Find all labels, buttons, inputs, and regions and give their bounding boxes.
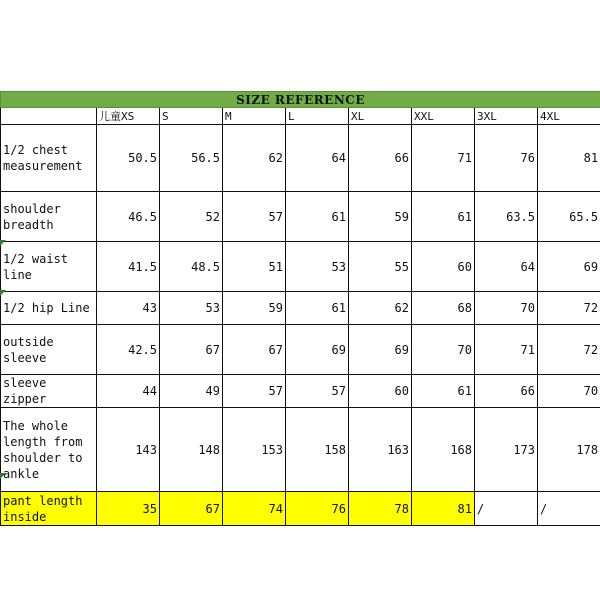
title-row [1,92,600,108]
table-cell: 66 [349,125,412,192]
table-cell: 41.5 [97,242,160,292]
table-cell: 67 [160,325,223,375]
table-cell: 65.5 [538,192,600,242]
row-label: shoulder breadth [1,192,97,242]
table-row [1,192,600,242]
table-cell: 43 [97,292,160,325]
table-cell: 60 [349,375,412,408]
table-row [1,125,600,192]
table-row [1,292,600,325]
header-cell: L [286,108,349,125]
header-cell: 3XL [475,108,538,125]
table-cell: 57 [223,375,286,408]
header-cell: 儿童XS [97,108,160,125]
table-cell: 57 [286,375,349,408]
table-row [1,375,600,408]
table-cell: 53 [160,292,223,325]
size-reference-sheet [0,91,600,526]
row-label: The whole length from shoulder to ankle [1,408,97,492]
row-label: outside sleeve [1,325,97,375]
table-cell: 76 [475,125,538,192]
table-cell: 64 [286,125,349,192]
table-cell: 76 [286,492,349,526]
table-cell: 178 [538,408,600,492]
table-cell: 81 [538,125,600,192]
table-cell: 56.5 [160,125,223,192]
table-row [1,325,600,375]
table-cell: 61 [412,375,475,408]
table-cell: 173 [475,408,538,492]
table-cell: 51 [223,242,286,292]
table-cell: 49 [160,375,223,408]
table-row [1,408,600,492]
table-cell: 55 [349,242,412,292]
header-cell: XXL [412,108,475,125]
header-cell [1,108,97,125]
comment-marker-icon [0,240,6,246]
table-cell: 50.5 [97,125,160,192]
table-title: SIZE REFERENCE [1,92,600,108]
table-cell: 67 [223,325,286,375]
table-cell: 70 [538,375,600,408]
table-cell: 81 [412,492,475,526]
table-cell: / [538,492,600,526]
header-cell: XL [349,108,412,125]
table-cell: 35 [97,492,160,526]
table-cell: 68 [412,292,475,325]
table-cell: 62 [349,292,412,325]
table-cell: 57 [223,192,286,242]
table-cell: 69 [349,325,412,375]
table-cell: 59 [349,192,412,242]
comment-marker-icon [0,290,6,296]
row-label: 1/2 hip Line [1,292,97,325]
table-cell: 53 [286,242,349,292]
table-cell: 78 [349,492,412,526]
header-cell: 4XL [538,108,600,125]
table-cell: 63.5 [475,192,538,242]
table-cell: 52 [160,192,223,242]
size-table [0,91,600,526]
table-cell: 66 [475,375,538,408]
table-cell: 70 [475,292,538,325]
row-label: 1/2 chest measurement [1,125,97,192]
table-cell: 168 [412,408,475,492]
row-label: 1/2 waist line [1,242,97,292]
table-cell: / [475,492,538,526]
table-cell: 60 [412,242,475,292]
table-cell: 71 [412,125,475,192]
table-cell: 48.5 [160,242,223,292]
table-cell: 64 [475,242,538,292]
table-cell: 69 [286,325,349,375]
table-cell: 69 [538,242,600,292]
table-cell: 148 [160,408,223,492]
row-label: sleeve zipper [1,375,97,408]
table-cell: 44 [97,375,160,408]
table-cell: 72 [538,325,600,375]
table-cell: 42.5 [97,325,160,375]
table-cell: 158 [286,408,349,492]
table-cell: 74 [223,492,286,526]
table-cell: 59 [223,292,286,325]
table-cell: 67 [160,492,223,526]
table-cell: 61 [286,192,349,242]
table-cell: 62 [223,125,286,192]
table-cell: 61 [412,192,475,242]
table-row-highlighted [1,492,600,526]
table-cell: 70 [412,325,475,375]
table-cell: 71 [475,325,538,375]
table-cell: 61 [286,292,349,325]
table-row [1,242,600,292]
table-cell: 143 [97,408,160,492]
table-cell: 46.5 [97,192,160,242]
header-cell: S [160,108,223,125]
table-cell: 153 [223,408,286,492]
header-row [1,108,600,125]
table-cell: 72 [538,292,600,325]
table-cell: 163 [349,408,412,492]
comment-marker-icon [0,473,6,479]
row-label: pant length inside [1,492,97,526]
header-cell: M [223,108,286,125]
